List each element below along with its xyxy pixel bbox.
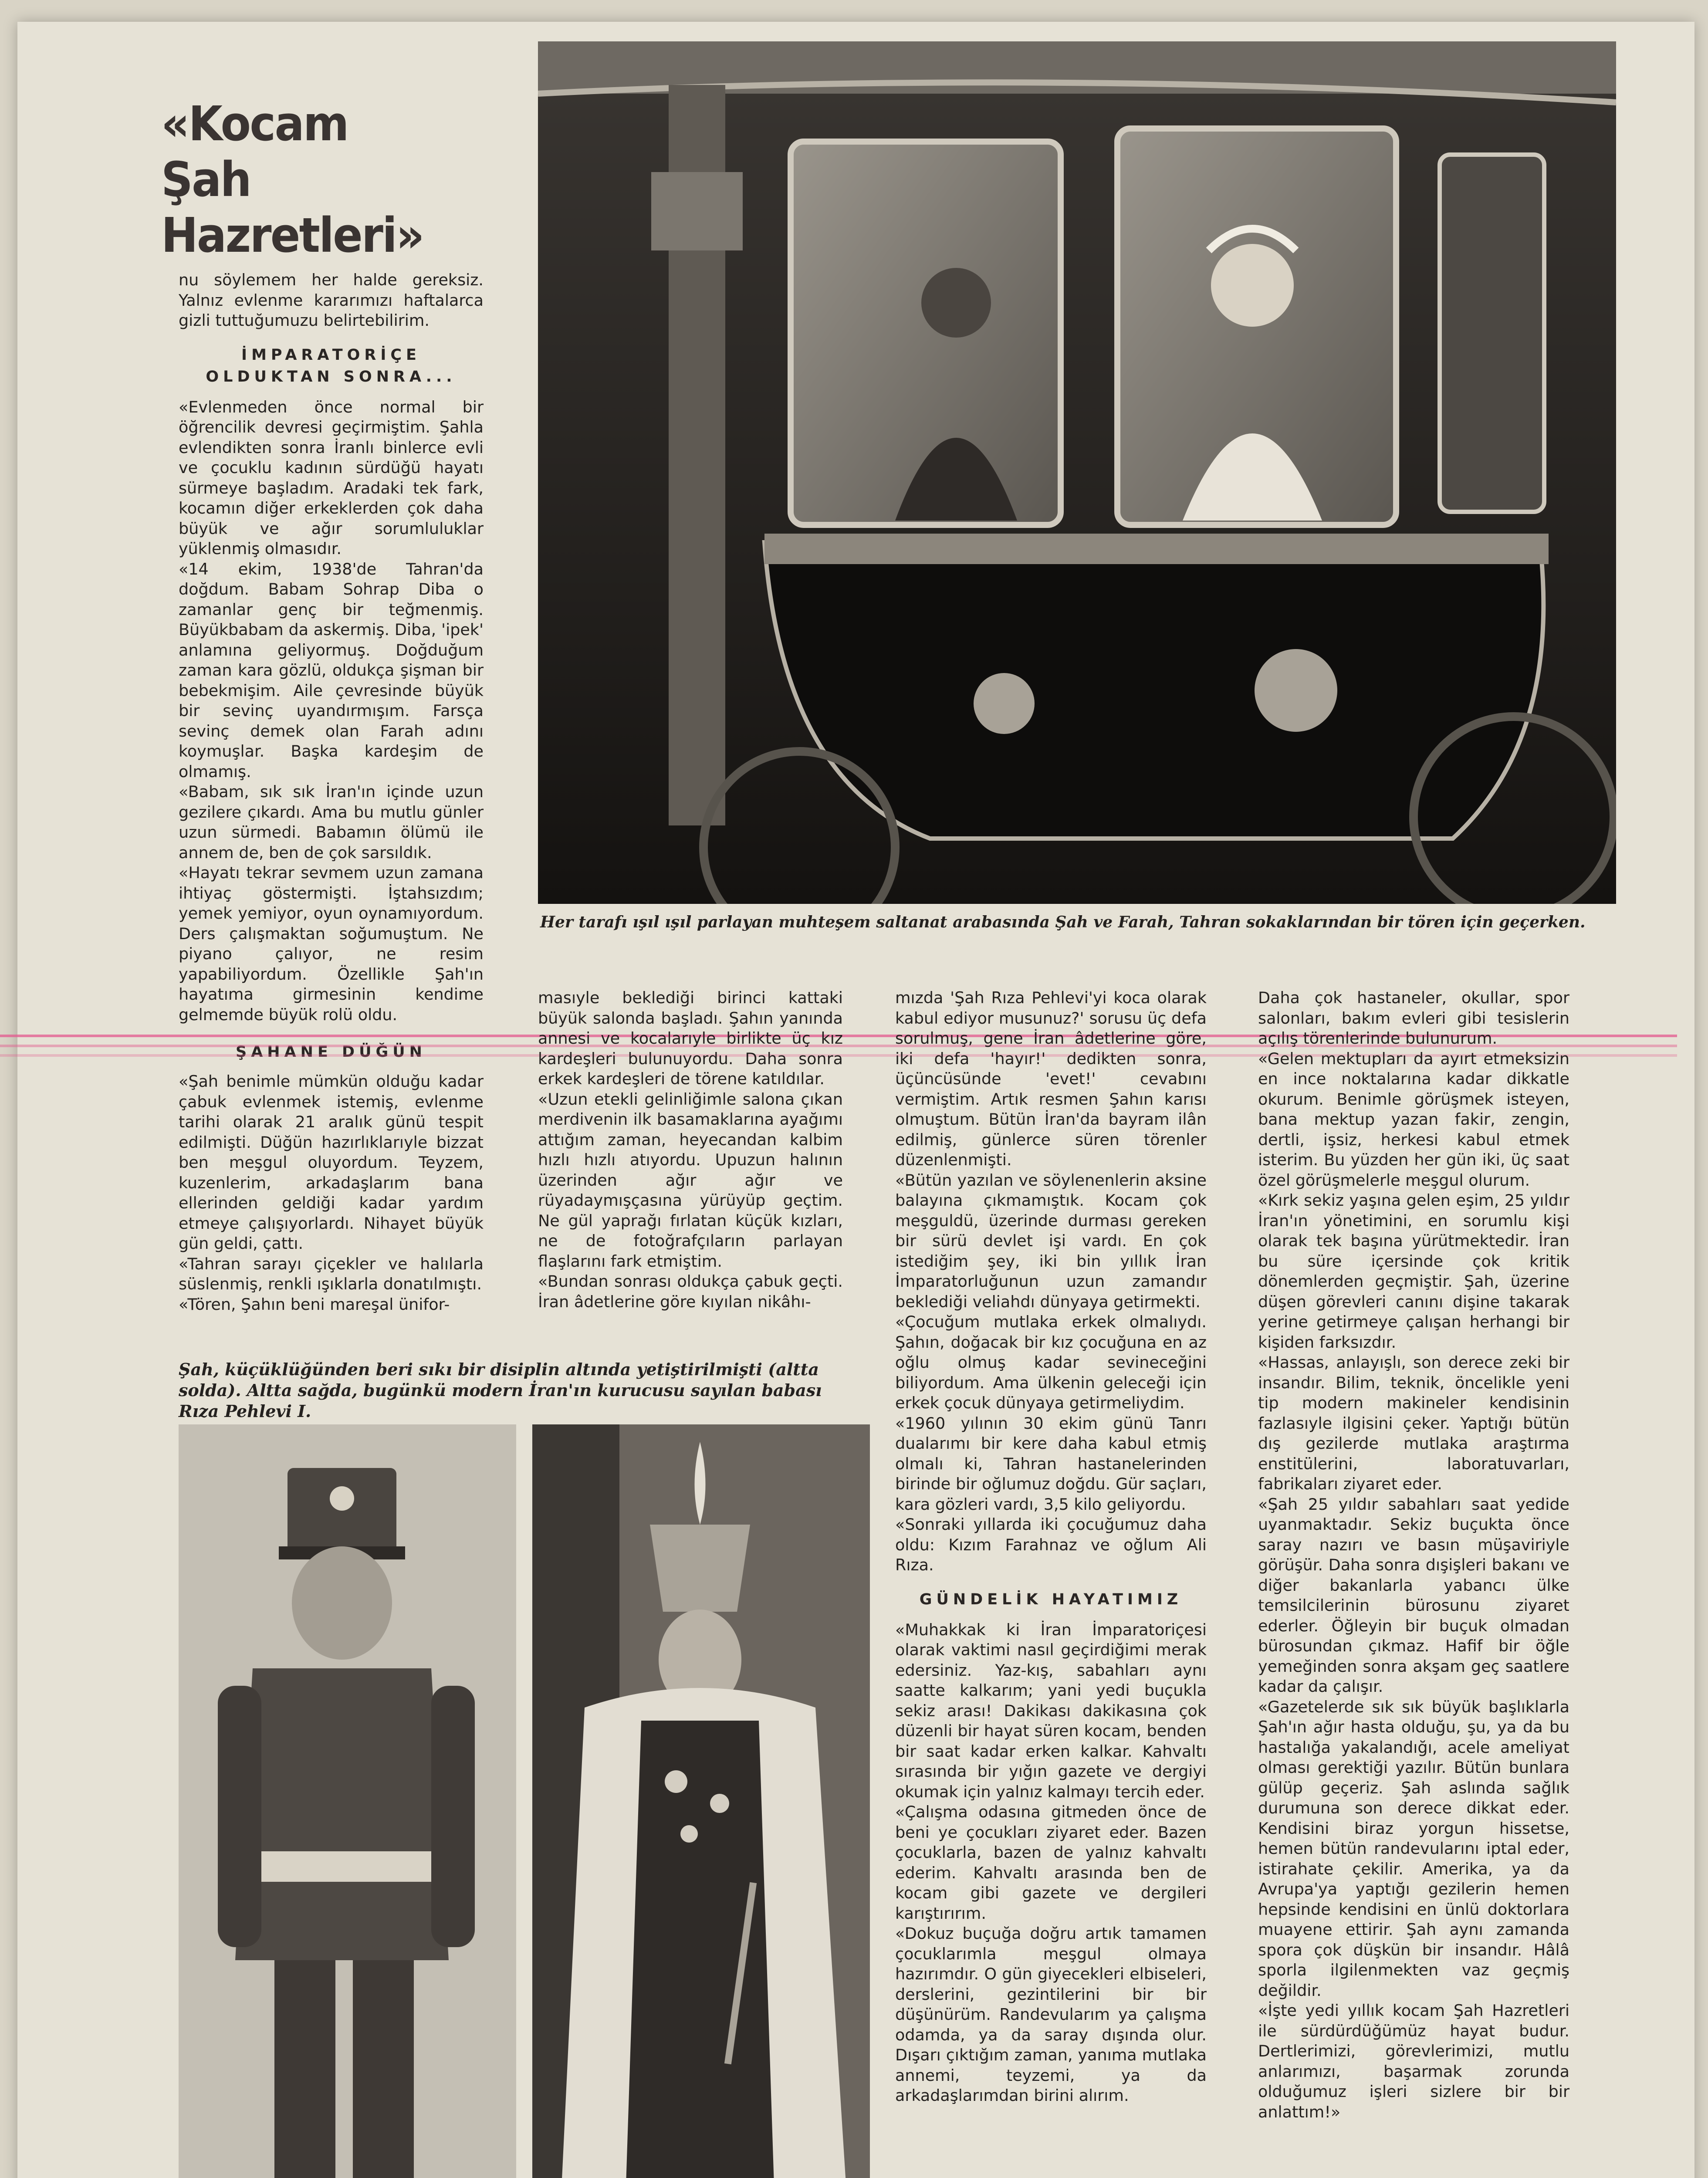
paragraph: «Bundan sonrası oldukça çabuk geçti. İran âdetlerine göre kıyılan nikâhı- — [538, 1272, 843, 1311]
paragraph: masıyle beklediği birinci kattaki büyük salonda başladı. Şahın yanında annesi ve kocalarıyle birlikte üç kız kardeşleri bulunuyordu. Daha sonra erkek kardeşleri de törene katıldılar. — [538, 988, 843, 1088]
paragraph: «Çocuğum mutlaka erkek olmalıydı. Şahın, doğacak bir kız çocuğuna en az oğlu olmuş kadar sevineceğini biliyordum. Ama ülkenin geleceği için erkek çocuk dünyaya getirmeliydim. — [895, 1312, 1207, 1412]
column-3 — [895, 988, 1207, 2106]
paragraph: «Sonraki yıllarda iki çocuğumuz daha oldu: Kızım Farahnaz ve oğlum Ali Rıza. — [895, 1515, 1207, 1574]
young-shah-photo — [179, 1424, 516, 2178]
boy-uniform-illustration — [179, 1424, 516, 2178]
paragraph: «1960 yılının 30 ekim günü Tanrı dualarımı bir kere daha kabul etmiş olmalı ki, Tahran hastanelerinden birinde bir oğlumuz doğdu. Gür saçları, kara gözleri vardı, 3,5 kilo geliyordu. — [895, 1414, 1207, 1514]
carriage-photo-caption: Her tarafı ışıl ışıl parlayan muhteşem saltanat arabasında Şah ve Farah, Tahran sokaklarından bir tören için geçerken. — [540, 913, 1586, 931]
paragraph: Daha çok hastaneler, okullar, spor salonları, bakım evleri gibi tesislerin açılış törenlerinde bulunurum. — [1258, 988, 1569, 1048]
paragraph: «Dokuz buçuğa doğru artık tamamen çocuklarımla meşgul olmaya hazırımdır. O gün giyecekleri elbiseleri, derslerini, gezintilerini bir bir düşünürüm. Randevularım ya çalışma odamda, ya da saray dışında olur. Dışarı çıktığım zaman, yanıma mutlaka annemi, teyzemi, ya da arkadaşlarımdan birini alırım. — [895, 1924, 1207, 2105]
paragraph: «14 ekim, 1938'de Tahran'da doğdum. Babam Sohrap Diba o zamanlar genç bir teğmenmiş. Büyükbabam da askermiş. Diba, 'ipek' anlamına geliyormuş. Doğduğum zaman kara gözlü, oldukça şişman bir bebekmişim. Aile çevresinde büyük bir sevinç uyandırmışım. Farsça sevinç demek olan Farah adını koymuşlar. Başka kardeşim de olmamış. — [179, 559, 484, 781]
column-1-bottom — [179, 1072, 484, 1315]
subheading-gundelik-hayat: GÜNDELİK HAYATIMIZ — [919, 1590, 1183, 1608]
paragraph: «Hassas, anlayışlı, son derece zeki bir insandır. Bilim, teknik, öncelikle yeni tip modern makineler kendisinin fazlasıyle ilgisini çeker. Yaptığı bütün dış gezilerde mutlaka araştırma enstitülerini, laboratuvarları, fabrikaları ziyaret eder. — [1258, 1353, 1569, 1493]
childhood-photos-caption: Şah, küçüklüğünden beri sıkı bir disiplin altında yetiştirilmişti (altta solda). Altta sağda, bugünkü modern İran'ın kurucusu sayılan babası Rıza Pehlevi I. — [179, 1360, 822, 1421]
paragraph: «Bütün yazılan ve söylenenlerin aksine balayına çıkmamıştık. Kocam çok meşguldü, üzerinde durması gereken bir sürü devlet işi vardı. En çok istediğim şey, iki bin yıllık İran İmparatorluğunun uzun zamandır beklediği veliahdı dünyaya getirmekti. — [895, 1170, 1207, 1311]
paragraph: nu söylemem her halde gereksiz. Yalnız evlenme kararımızı haftalarca gizli tuttuğumuzu belirtebilirim. — [179, 271, 484, 330]
carriage-illustration — [538, 41, 1616, 904]
article-title: «Kocam Şah Hazretleri» — [161, 96, 423, 263]
paragraph: «Gelen mektupları da ayırt etmeksizin en ince noktalarına kadar dikkatle okurum. Benimle görüşmek isteyen, bana mektup yazan fakir, zengin, dertli, işsiz, herkesi kabul etmek isterim. Bu yüzden her gün iki, üç saat özel görüşmelerle meşgul olurum. — [1258, 1049, 1569, 1190]
column-1-top — [179, 270, 484, 1025]
paragraph: «Tahran sarayı çiçekler ve halılarla süslenmiş, renkli ışıklarla donatılmıştı. — [179, 1254, 484, 1293]
reza-pahlavi-photo — [532, 1424, 870, 2178]
paragraph: «Muhakkak ki İran İmparatoriçesi olarak vaktimi nasıl geçirdiğimi merak edersiniz. Yaz-kış, sabahları aynı saatte kalkarım; yani yedi buçukla sekiz arası! Dakikası dakikasına çok düzenli bir hayat süren kocam, benden bir saat kadar erken kalkar. Kahvaltı sırasında bir yığın gazete ve dergiyi okumak için yalnız kalmayı tercih eder. — [895, 1620, 1207, 1801]
paragraph: «Çalışma odasına gitmeden önce de beni ye çocukları ziyaret eder. Bazen çocuklarla, bazen de yalnız kahvaltı ederim. Kahvaltı arasında ben de kocam gibi gazete ve dergileri karıştırırım. — [895, 1803, 1207, 1923]
reza-pahlavi-illustration — [532, 1424, 870, 2178]
paragraph: «Evlenmeden önce normal bir öğrencilik devresi geçirmiştim. Şahla evlendikten sonra İranlı binlerce evli ve çocuklu kadının sürdüğü hayatı sürmeye başladım. Aradaki tek fark, kocamın diğer erkeklerden çok daha büyük ve ağır sorumluluklar yüklenmiş olmasıdır. — [179, 397, 484, 558]
paragraph: mızda 'Şah Rıza Pehlevi'yi koca olarak kabul ediyor musunuz?' sorusu üç defa sorulmuş, gene İran âdetlerine göre, iki defa 'hayır!' dedikten sonra, üçüncüsünde 'evet!' cevabını vermiştim. Artık resmen Şahın karısı olmuştum. Bütün İran'da bayram ilân edilmiş, günlerce süren törenler düzenlenmişti. — [895, 988, 1207, 1169]
paragraph: «Tören, Şahın beni mareşal ünifor- — [179, 1295, 450, 1314]
paragraph: «Şah 25 yıldır sabahları saat yedide uyanmaktadır. Sekiz buçukta önce saray nazırı ve basın müşaviriyle görüşür. Daha sonra dışişleri bakanı ve diğer bakanlarla yabancı ülke temsilcilerinin bürosunu ziyaret ederler. Öğleyin bir buçuk olmadan bürosundan çıkmaz. Hafif bir öğle yemeğinden sonra akşam geç saatlere kadar da çalışır. — [1258, 1495, 1569, 1696]
column-2 — [538, 988, 843, 1312]
paragraph: «Hayatı tekrar sevmem uzun zamana ihtiyaç göstermişti. İştahsızdım; yemek yemiyor, oyun oynamıyordum. Ders çalışmaktan soğumuştum. Ne piyano çalıyor, ne resim yapabiliyordum. Özellikle Şah'ın hayatıma girmesinin kendime gelmemde büyük rolü oldu. — [179, 863, 484, 1024]
paragraph: «Kırk sekiz yaşına gelen eşim, 25 yıldır İran'ın yönetimini, en sorumlu kişi olarak tek başına yürütmektedir. İran bu süre içersinde çok kritik dönemlerden geçmiştir. Şah, üzerine düşen görevleri canını dişine takarak yerine getirmeye çalışan herhangi bir kişiden farksızdır. — [1258, 1191, 1569, 1352]
column-4 — [1258, 988, 1569, 2122]
paragraph: «Şah benimle mümkün olduğu kadar çabuk evlenmek istemiş, evlenme tarihi olarak 21 aralık günü tespit edilmişti. Düğün hazırlıklarıyle bizzat ben meşgul oluyordum. Teyzem, kuzenlerim, arkadaşlarım bana ellerinden geldiği kadar yardım etmeye çalışıyorlardı. Nihayet büyük gün geldi, çattı. — [179, 1072, 484, 1253]
paragraph: «Gazetelerde sık sık büyük başlıklarla Şah'ın ağır hasta olduğu, şu, ya da bu hastalığa yakalandığı, acele ameliyat olması gerektiği yazılır. Bütün bunlara gülüp geçeriz. Şah aslında sağlık durumuna son derece dikkat eder. Kendisini biraz yorgun hissetse, hemen bütün randevularını iptal eder, istirahate çekilir. Amerika, ya da Avrupa'ya yaptığı gezilerin hemen hepsinde kendisini en ünlü doktorlara muayene ettirir. Şah aynı zamanda spora çok düşkün bir insandır. Hâlâ sporla ilgilenmekten vaz geçmiş değildir. — [1258, 1697, 1569, 2000]
paragraph: «İşte yedi yıllık kocam Şah Hazretleri ile sürdürdüğümüz hayat budur. Dertlerimizi, görevlerimizi, mutlu anlarımızı, başarmak zorunda olduğumuz işleri sizlere bir bir anlattım!» — [1258, 2001, 1569, 2121]
carriage-photo — [538, 41, 1616, 904]
subheading-sahane-dugun: ŞAHANE DÜĞÜN — [236, 1043, 426, 1061]
paragraph: «Uzun etekli gelinliğimle salona çıkan merdivenin ilk basamaklarına ayağımı attığım zaman, heyecandan kalbim hızlı hızlı atıyordu. Upuzun halının üzerinden ağır ağır ve rüyadaymışçasına yürüyüp geçtim. Ne gül yaprağı fırlatan küçük kızları, ne de fotoğrafçıların parlayan flaşlarını fark etmiştim. — [538, 1089, 843, 1271]
paragraph: «Babam, sık sık İran'ın içinde uzun gezilere çıkardı. Ama bu mutlu günler uzun sürmedi. Babamın ölümü ile annem de, ben de çok sarsıldık. — [179, 782, 484, 862]
subheading-imparatorice: İMPARATORİÇE OLDUKTAN SONRA... — [206, 346, 457, 386]
